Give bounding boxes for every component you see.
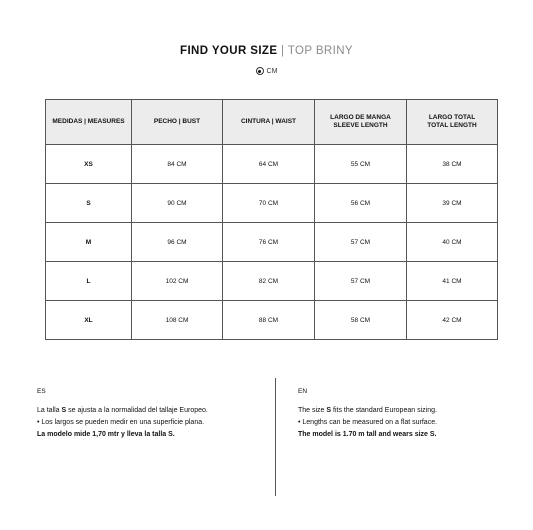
sleeve-cell: 56 CM bbox=[315, 184, 407, 223]
bust-cell: 90 CM bbox=[132, 184, 223, 223]
header-measures: MEDIDAS | MEASURES bbox=[46, 100, 132, 145]
header-waist: CINTURA | WAIST bbox=[223, 100, 315, 145]
title-product: TOP BRINY bbox=[287, 45, 353, 57]
column-divider bbox=[275, 378, 276, 496]
lang-label-es: ES bbox=[37, 388, 46, 395]
bust-cell: 108 CM bbox=[132, 301, 223, 340]
note-es-line2: • Los largos se pueden medir en una superficie plana. bbox=[37, 419, 205, 426]
size-cell: XL bbox=[46, 301, 132, 340]
lang-label-en: EN bbox=[298, 388, 308, 395]
waist-cell: 88 CM bbox=[223, 301, 315, 340]
size-cell: L bbox=[46, 262, 132, 301]
title-main: FIND YOUR SIZE bbox=[180, 45, 278, 57]
note-spanish bbox=[37, 386, 262, 441]
table-row bbox=[46, 262, 498, 301]
table-row bbox=[46, 184, 498, 223]
sleeve-cell: 55 CM bbox=[315, 145, 407, 184]
radio-selected-icon[interactable] bbox=[256, 67, 264, 75]
note-es-line3: La modelo mide 1,70 mtr y lleva la talla S. bbox=[37, 431, 175, 438]
total-length-cell: 42 CM bbox=[407, 301, 498, 340]
sleeve-cell: 58 CM bbox=[315, 301, 407, 340]
unit-option-label: CM bbox=[266, 68, 278, 75]
bust-cell: 96 CM bbox=[132, 223, 223, 262]
header-total-length: LARGO TOTAL TOTAL LENGTH bbox=[407, 100, 498, 145]
sleeve-cell: 57 CM bbox=[315, 262, 407, 301]
note-en-line2: • Lengths can be measured on a flat surface. bbox=[298, 419, 438, 426]
bust-cell: 102 CM bbox=[132, 262, 223, 301]
table-header-row bbox=[46, 100, 498, 145]
table-row bbox=[46, 223, 498, 262]
size-table bbox=[45, 99, 498, 340]
note-english bbox=[298, 386, 523, 441]
waist-cell: 70 CM bbox=[223, 184, 315, 223]
size-cell: M bbox=[46, 223, 132, 262]
total-length-cell: 41 CM bbox=[407, 262, 498, 301]
table-row bbox=[46, 301, 498, 340]
size-cell: XS bbox=[46, 145, 132, 184]
waist-cell: 64 CM bbox=[223, 145, 315, 184]
size-cell: S bbox=[46, 184, 132, 223]
note-en-line1: The size S fits the standard European sizing. bbox=[298, 407, 437, 414]
total-length-cell: 38 CM bbox=[407, 145, 498, 184]
header-bust: PECHO | BUST bbox=[132, 100, 223, 145]
title-separator: | bbox=[281, 45, 285, 57]
total-length-cell: 40 CM bbox=[407, 223, 498, 262]
bust-cell: 84 CM bbox=[132, 145, 223, 184]
table-row bbox=[46, 145, 498, 184]
note-en-line3: The model is 1.70 m tall and wears size S. bbox=[298, 431, 437, 438]
waist-cell: 82 CM bbox=[223, 262, 315, 301]
header-sleeve-length: LARGO DE MANGA SLEEVE LENGTH bbox=[315, 100, 407, 145]
unit-selector[interactable] bbox=[0, 67, 533, 75]
sleeve-cell: 57 CM bbox=[315, 223, 407, 262]
waist-cell: 76 CM bbox=[223, 223, 315, 262]
page-title bbox=[0, 45, 533, 57]
total-length-cell: 39 CM bbox=[407, 184, 498, 223]
note-es-line1: La talla S se ajusta a la normalidad del tallaje Europeo. bbox=[37, 407, 208, 414]
